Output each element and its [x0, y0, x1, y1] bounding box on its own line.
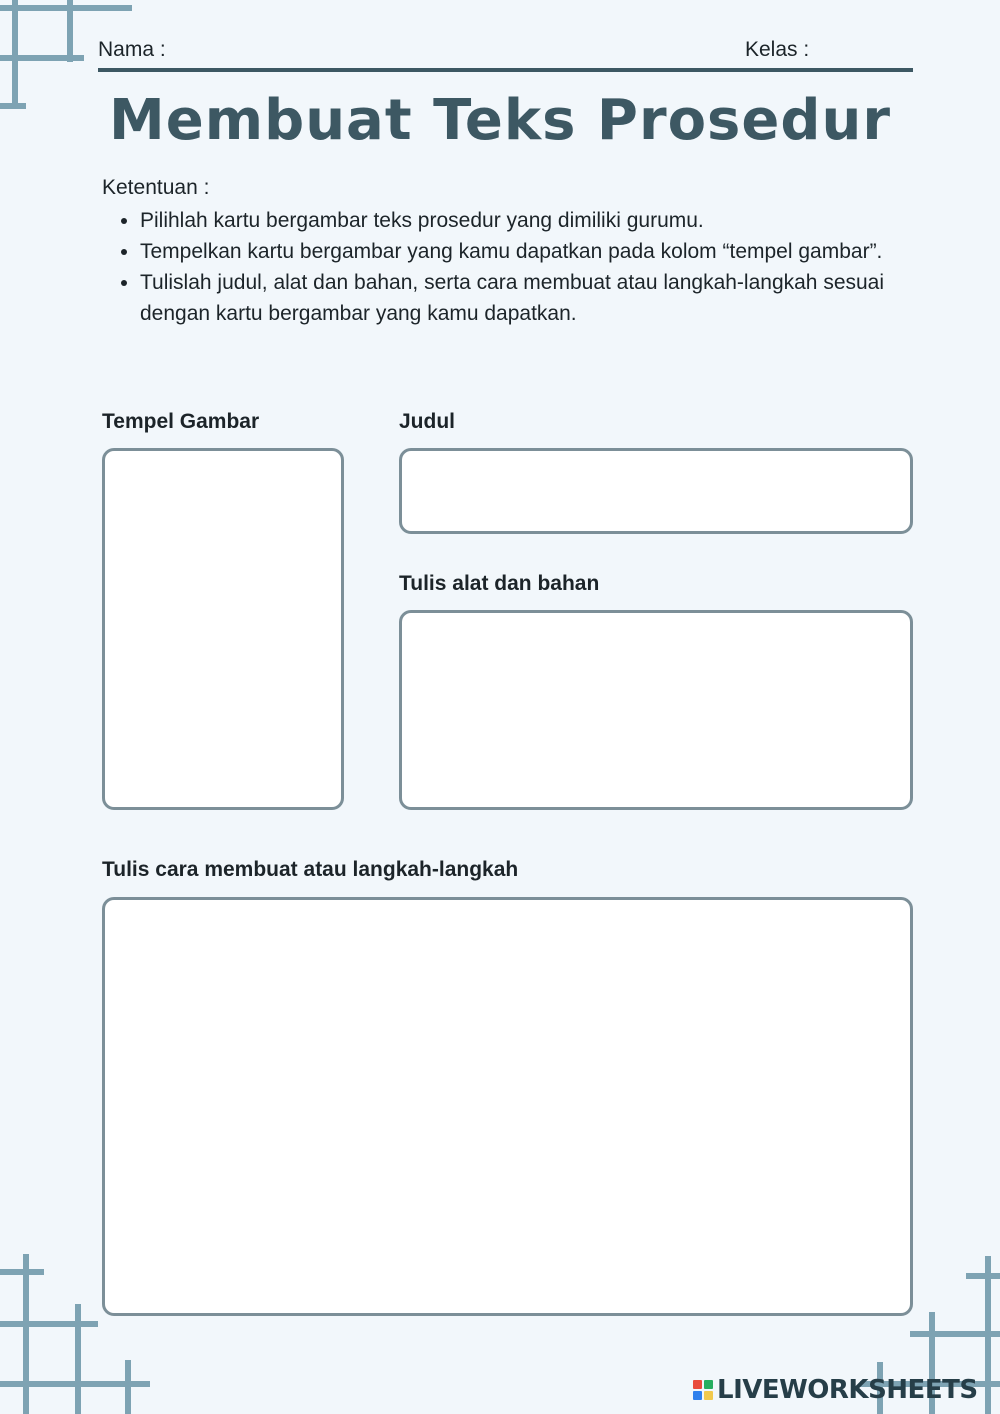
alat-bahan-label: Tulis alat dan bahan [399, 572, 600, 595]
judul-label: Judul [399, 410, 455, 433]
student-info-row [98, 38, 913, 64]
brand-name: LIVEWORKSHEETS [717, 1375, 978, 1405]
langkah-label: Tulis cara membuat atau langkah-langkah [102, 858, 519, 881]
header-divider [98, 68, 913, 72]
instructions-list [102, 205, 940, 329]
tempel-gambar-label: Tempel Gambar [102, 410, 260, 433]
liveworksheets-logo [693, 1376, 978, 1404]
nama-label: Nama : [98, 38, 166, 61]
instruction-item: • Pilihlah kartu bergambar teks prosedur yang dimiliki gurumu. [140, 205, 940, 236]
tempel-gambar-box[interactable] [102, 448, 344, 810]
alat-bahan-field[interactable] [399, 610, 913, 810]
instruction-item: • Tempelkan kartu bergambar yang kamu dapatkan pada kolom “tempel gambar”. [140, 236, 940, 267]
langkah-field[interactable] [102, 897, 913, 1316]
instruction-item: • Tulislah judul, alat dan bahan, serta cara membuat atau langkah-langkah sesuai dengan kartu bergambar yang kamu dapatkan. [140, 267, 940, 329]
kelas-label: Kelas : [745, 38, 810, 61]
worksheet-title: Membuat Teks Prosedur [109, 88, 891, 153]
liveworksheets-logo-icon [693, 1380, 713, 1400]
judul-field[interactable] [399, 448, 913, 534]
instructions-heading: Ketentuan : [102, 176, 210, 199]
